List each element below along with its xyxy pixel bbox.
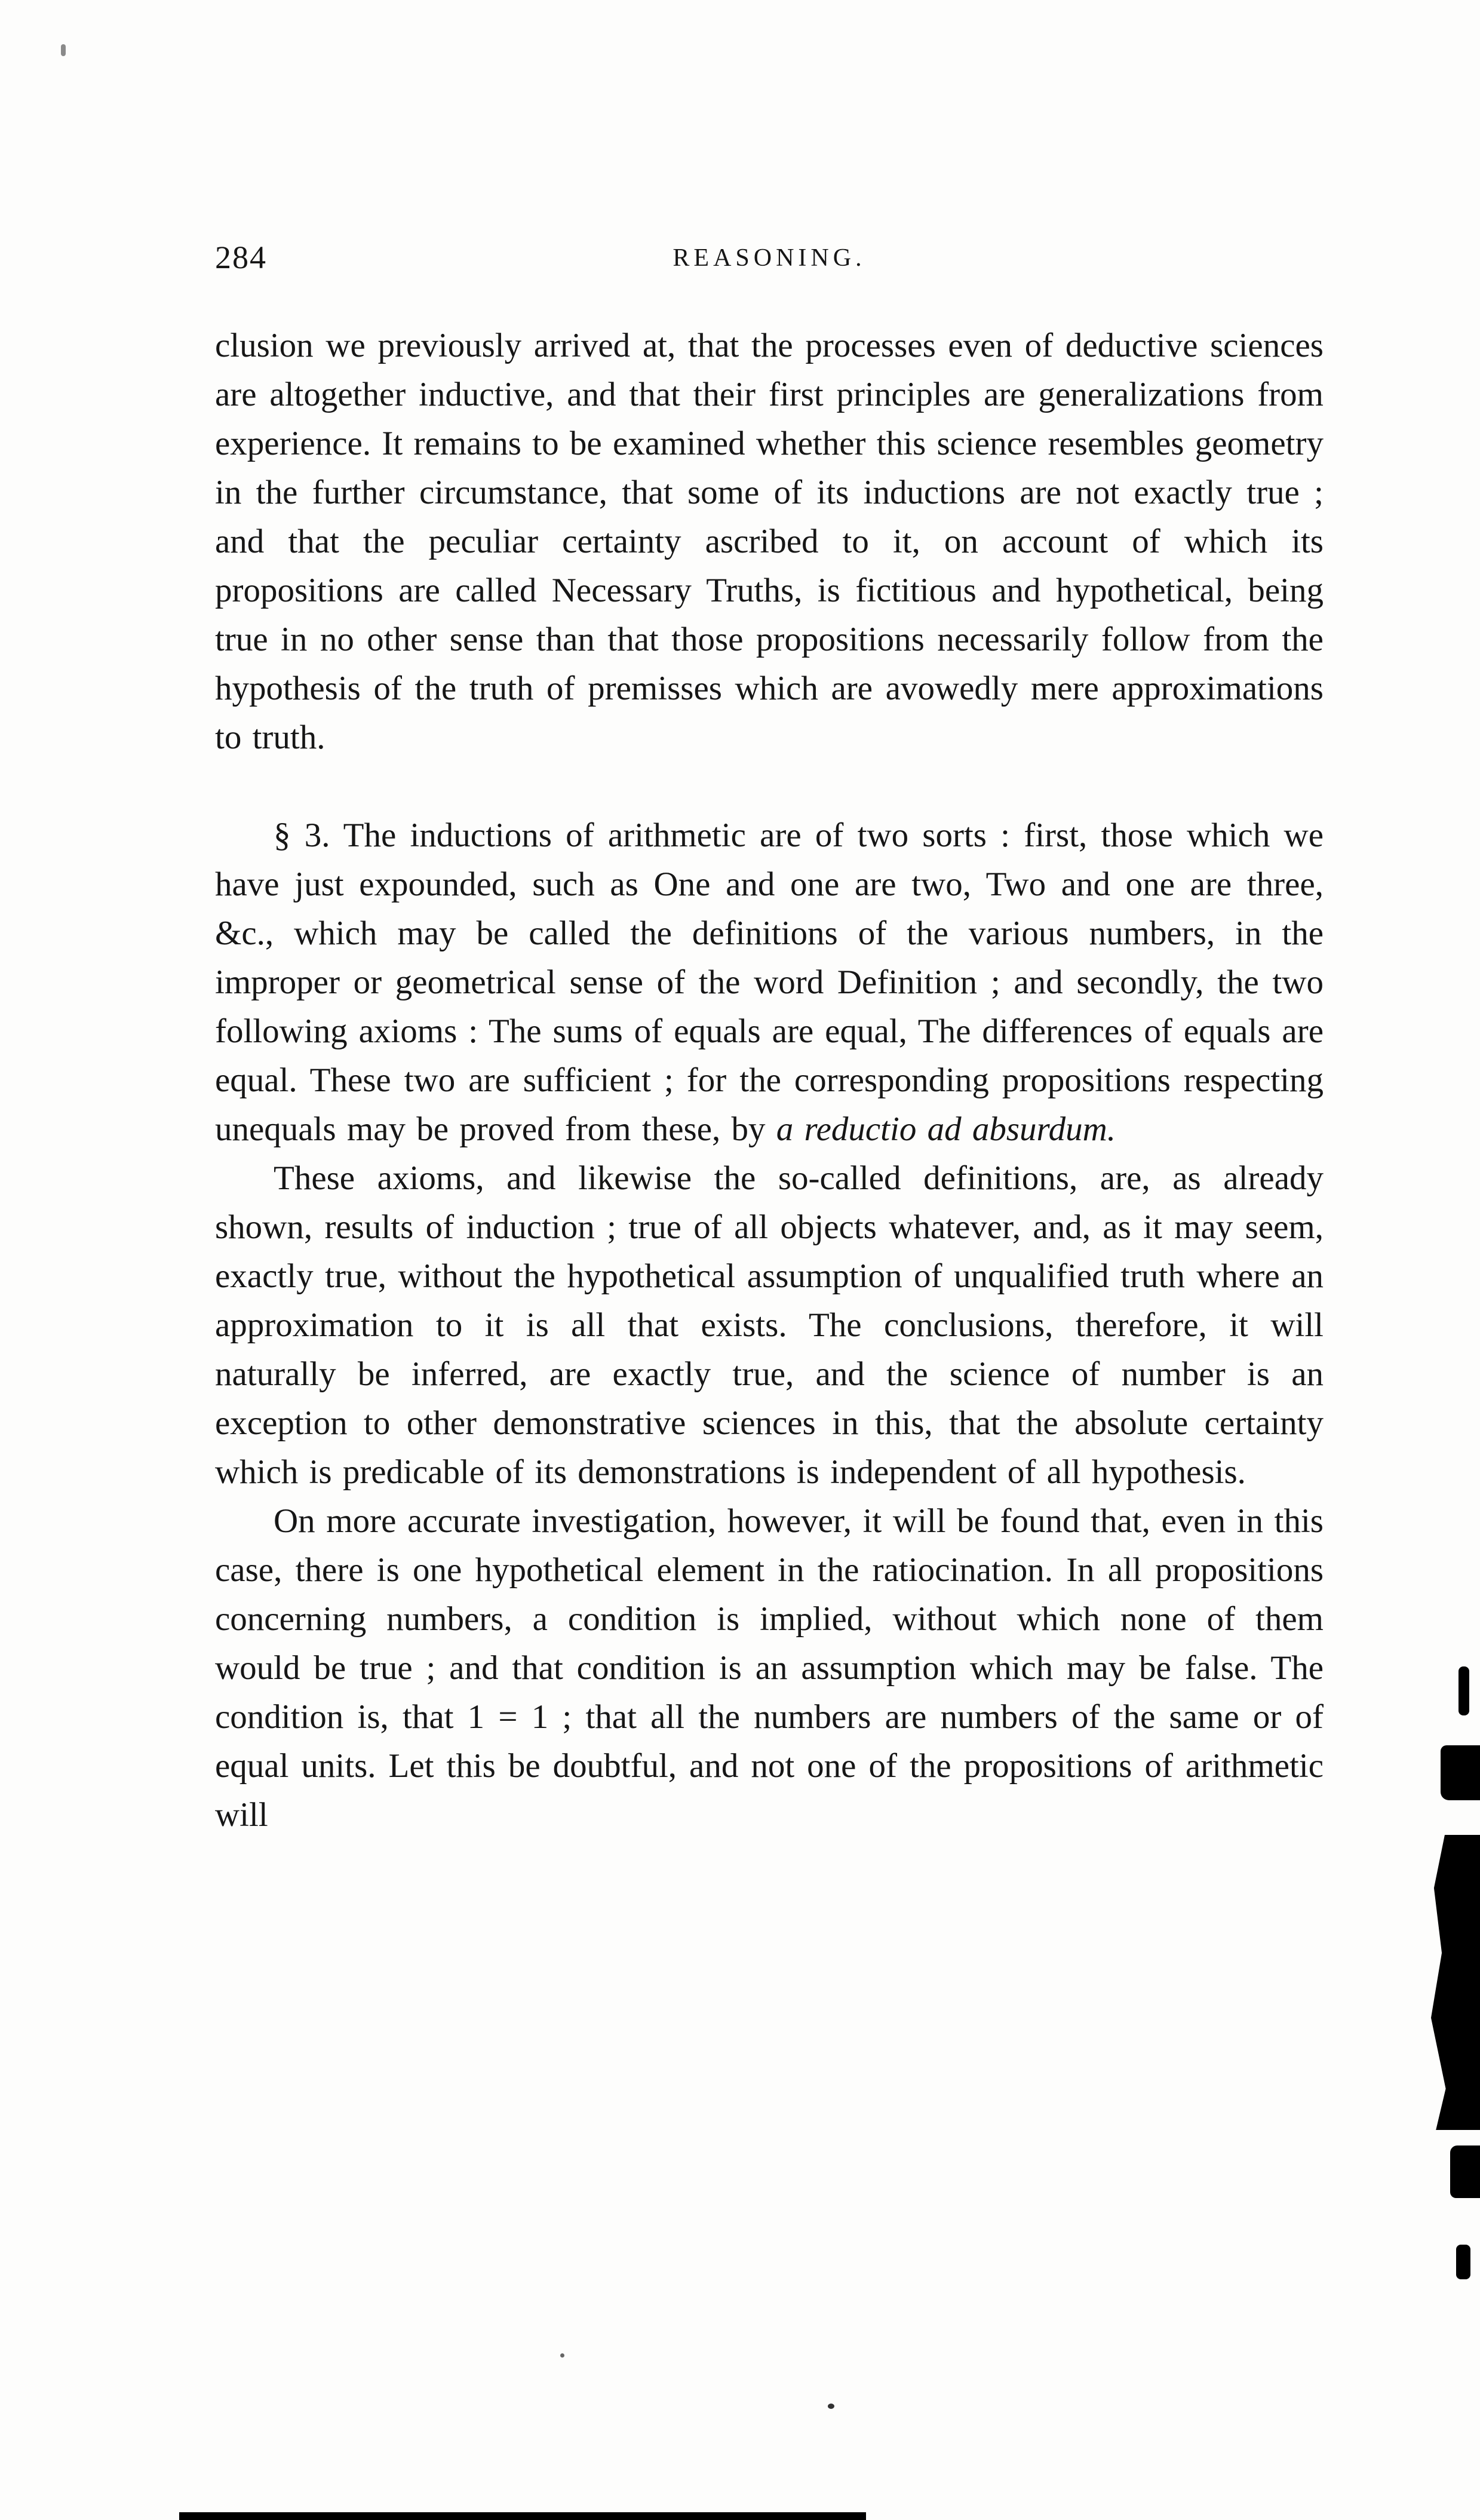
- paragraph-section-3: [215, 811, 1324, 1154]
- running-header: [215, 239, 1324, 287]
- paragraph-section-3-lead: § 3. The inductions of arithmetic are of two sorts : first, those which we have just expounded, such as One and one are two, Two and one are three, &c., which may be called the definitions of the various numbers, in the improper or geometrical sense of the word Definition ; and secondly, the two following axioms : The sums of equals are equal, The differences of equals are equal. These two are sufficient ; for the corresponding propositions respecting unequals may be proved from these, by: [215, 817, 1324, 1148]
- body-text: [215, 321, 1324, 1840]
- scan-artifact-ink-mark: [1458, 1666, 1469, 1715]
- paragraph-investigation-text: On more accurate investigation, however, it will be found that, even in this case, there is one hypothetical element in the ratiocination. In all propositions concerning numbers, a condition is implied, without which none of them would be true ; and that condition is an assumption which may be false. The condition is, that 1 = 1 ; that all the numbers are numbers of the same or of equal units. Let this be doubtful, and not one of the propositions of arithmetic will: [215, 1502, 1324, 1834]
- scan-artifact-ink-mark: [1441, 1745, 1480, 1800]
- paragraph-section-3-italic-phrase: a reductio ad absurdum.: [776, 1110, 1116, 1148]
- scan-artifact-speck: [828, 2404, 834, 2409]
- paragraph-axioms-text: These axioms, and likewise the so-called definitions, are, as already shown, results of induction ; true of all objects whatever, and, as it may seem, exactly true, without the hypothetical assumption of unqualified truth where an approximation to it is all that exists. The conclusions, therefore, it will naturally be inferred, are exactly true, and the science of number is an exception to other demonstrative sciences in this, that the absolute certainty which is predicable of its demonstrations is independent of all hypothesis.: [215, 1159, 1324, 1491]
- scan-artifact-speck: [560, 2353, 564, 2358]
- text-block: [215, 239, 1324, 1840]
- running-header-title: REASONING.: [673, 244, 866, 272]
- scan-artifact-ink-blob: [1431, 1835, 1480, 2130]
- scan-artifact-bottom-edge: [179, 2512, 866, 2520]
- scan-artifact-ink-mark: [1456, 2245, 1470, 2279]
- paragraph-axioms: [215, 1154, 1324, 1497]
- scan-artifact-ink-mark: [1450, 2145, 1480, 2198]
- scan-artifact-speck: [61, 44, 66, 56]
- page-number: 284: [215, 240, 267, 275]
- paragraph-continuation-text: clusion we previously arrived at, that the processes even of deductive sciences are altogether inductive, and that their first principles are generalizations from experience. It remains to be examined whether this science resembles geometry in the further circumstance, that some of its inductions are not exactly true ; and that the peculiar certainty ascribed to it, on account of which its propositions are called Necessary Truths, is fictitious and hypothetical, being true in no other sense than that those propositions necessarily follow from the hypothesis of the truth of premisses which are avowedly mere approximations to truth.: [215, 327, 1324, 756]
- paragraph-continuation: [215, 321, 1324, 762]
- paragraph-investigation: [215, 1497, 1324, 1840]
